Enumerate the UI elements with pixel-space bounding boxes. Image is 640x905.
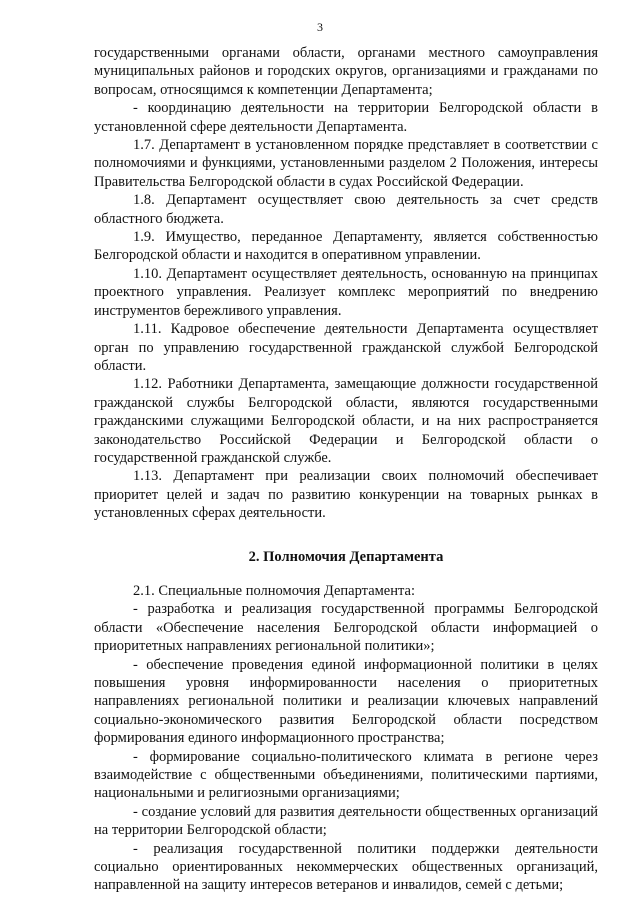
- section-1-continuation: [94, 44, 598, 523]
- paragraph: 1.11. Кадровое обеспечение деятельности Департамента осуществляет орган по управлению государственной гражданской службой Белгородской области.: [94, 321, 598, 374]
- paragraph: - разработка и реализация государственной программы Белгородской области «Обеспечение населения Белгородской области информацией о приоритетных направлениях региональной политики»;: [94, 601, 598, 655]
- paragraph: - создание условий для развития деятельности общественных организаций на территории Белгородской области;: [94, 803, 598, 839]
- paragraph: 1.8. Департамент осуществляет свою деятельность за счет средств областного бюджета.: [94, 192, 598, 227]
- paragraph: 1.10. Департамент осуществляет деятельность, основанную на принципах проектного управления. Реализует комплекс мероприятий по внедрению инструментов бережливого управления.: [94, 265, 598, 319]
- paragraph: - реализация государственной политики поддержки деятельности социально ориентированных некоммерческих общественных организаций, направленной на защиту интересов ветеранов и инвалидов, семей с детьми;: [94, 840, 598, 894]
- paragraph: - координацию деятельности на территории Белгородской области в установленной сфере деятельности Департамента.: [94, 100, 598, 135]
- paragraph: - формирование социально-политического климата в регионе через взаимодействие с общественными объединениями, политическими партиями, национальными и религиозными организациями;: [94, 748, 598, 802]
- paragraph: 1.12. Работники Департамента, замещающие должности государственной гражданской службы Белгородской области, являются государственными гражданскими служащими Белгородской области, и на них распространяется законодательство Российской Федерации и Белгородской области о государственной гражданской службе.: [94, 376, 598, 466]
- section-2-content: [94, 582, 598, 895]
- paragraph: - обеспечение проведения единой информационной политики в целях повышения уровня информированности населения о приоритетных направлениях региональной политики и реализации ключевых направлений социально-экономического развития Белгородской области посредством формирования единого информационного пространства;: [94, 656, 598, 747]
- paragraph: 2.1. Специальные полномочия Департамента:: [133, 582, 415, 599]
- section-heading: 2. Полномочия Департамента: [248, 548, 444, 565]
- paragraph: 1.13. Департамент при реализации своих полномочий обеспечивает приоритет целей и задач по развитию конкуренции на товарных рынках в установленных сферах деятельности.: [94, 468, 598, 522]
- document-body: [94, 44, 598, 895]
- paragraph: 1.7. Департамент в установленном порядке представляет в соответствии с полномочиями и функциями, установленными разделом 2 Положения, интересы Правительства Белгородской области в судах Российской Федерации.: [94, 137, 598, 190]
- paragraph: государственными органами области, органами местного самоуправления муниципальных районов и городских округов, организациями и гражданами по вопросам, относящимся к компетенции Департамента;: [94, 45, 598, 98]
- page-number: 3: [317, 20, 323, 34]
- paragraph: 1.9. Имущество, переданное Департаменту, является собственностью Белгородской области и находится в оперативном управлении.: [94, 229, 598, 264]
